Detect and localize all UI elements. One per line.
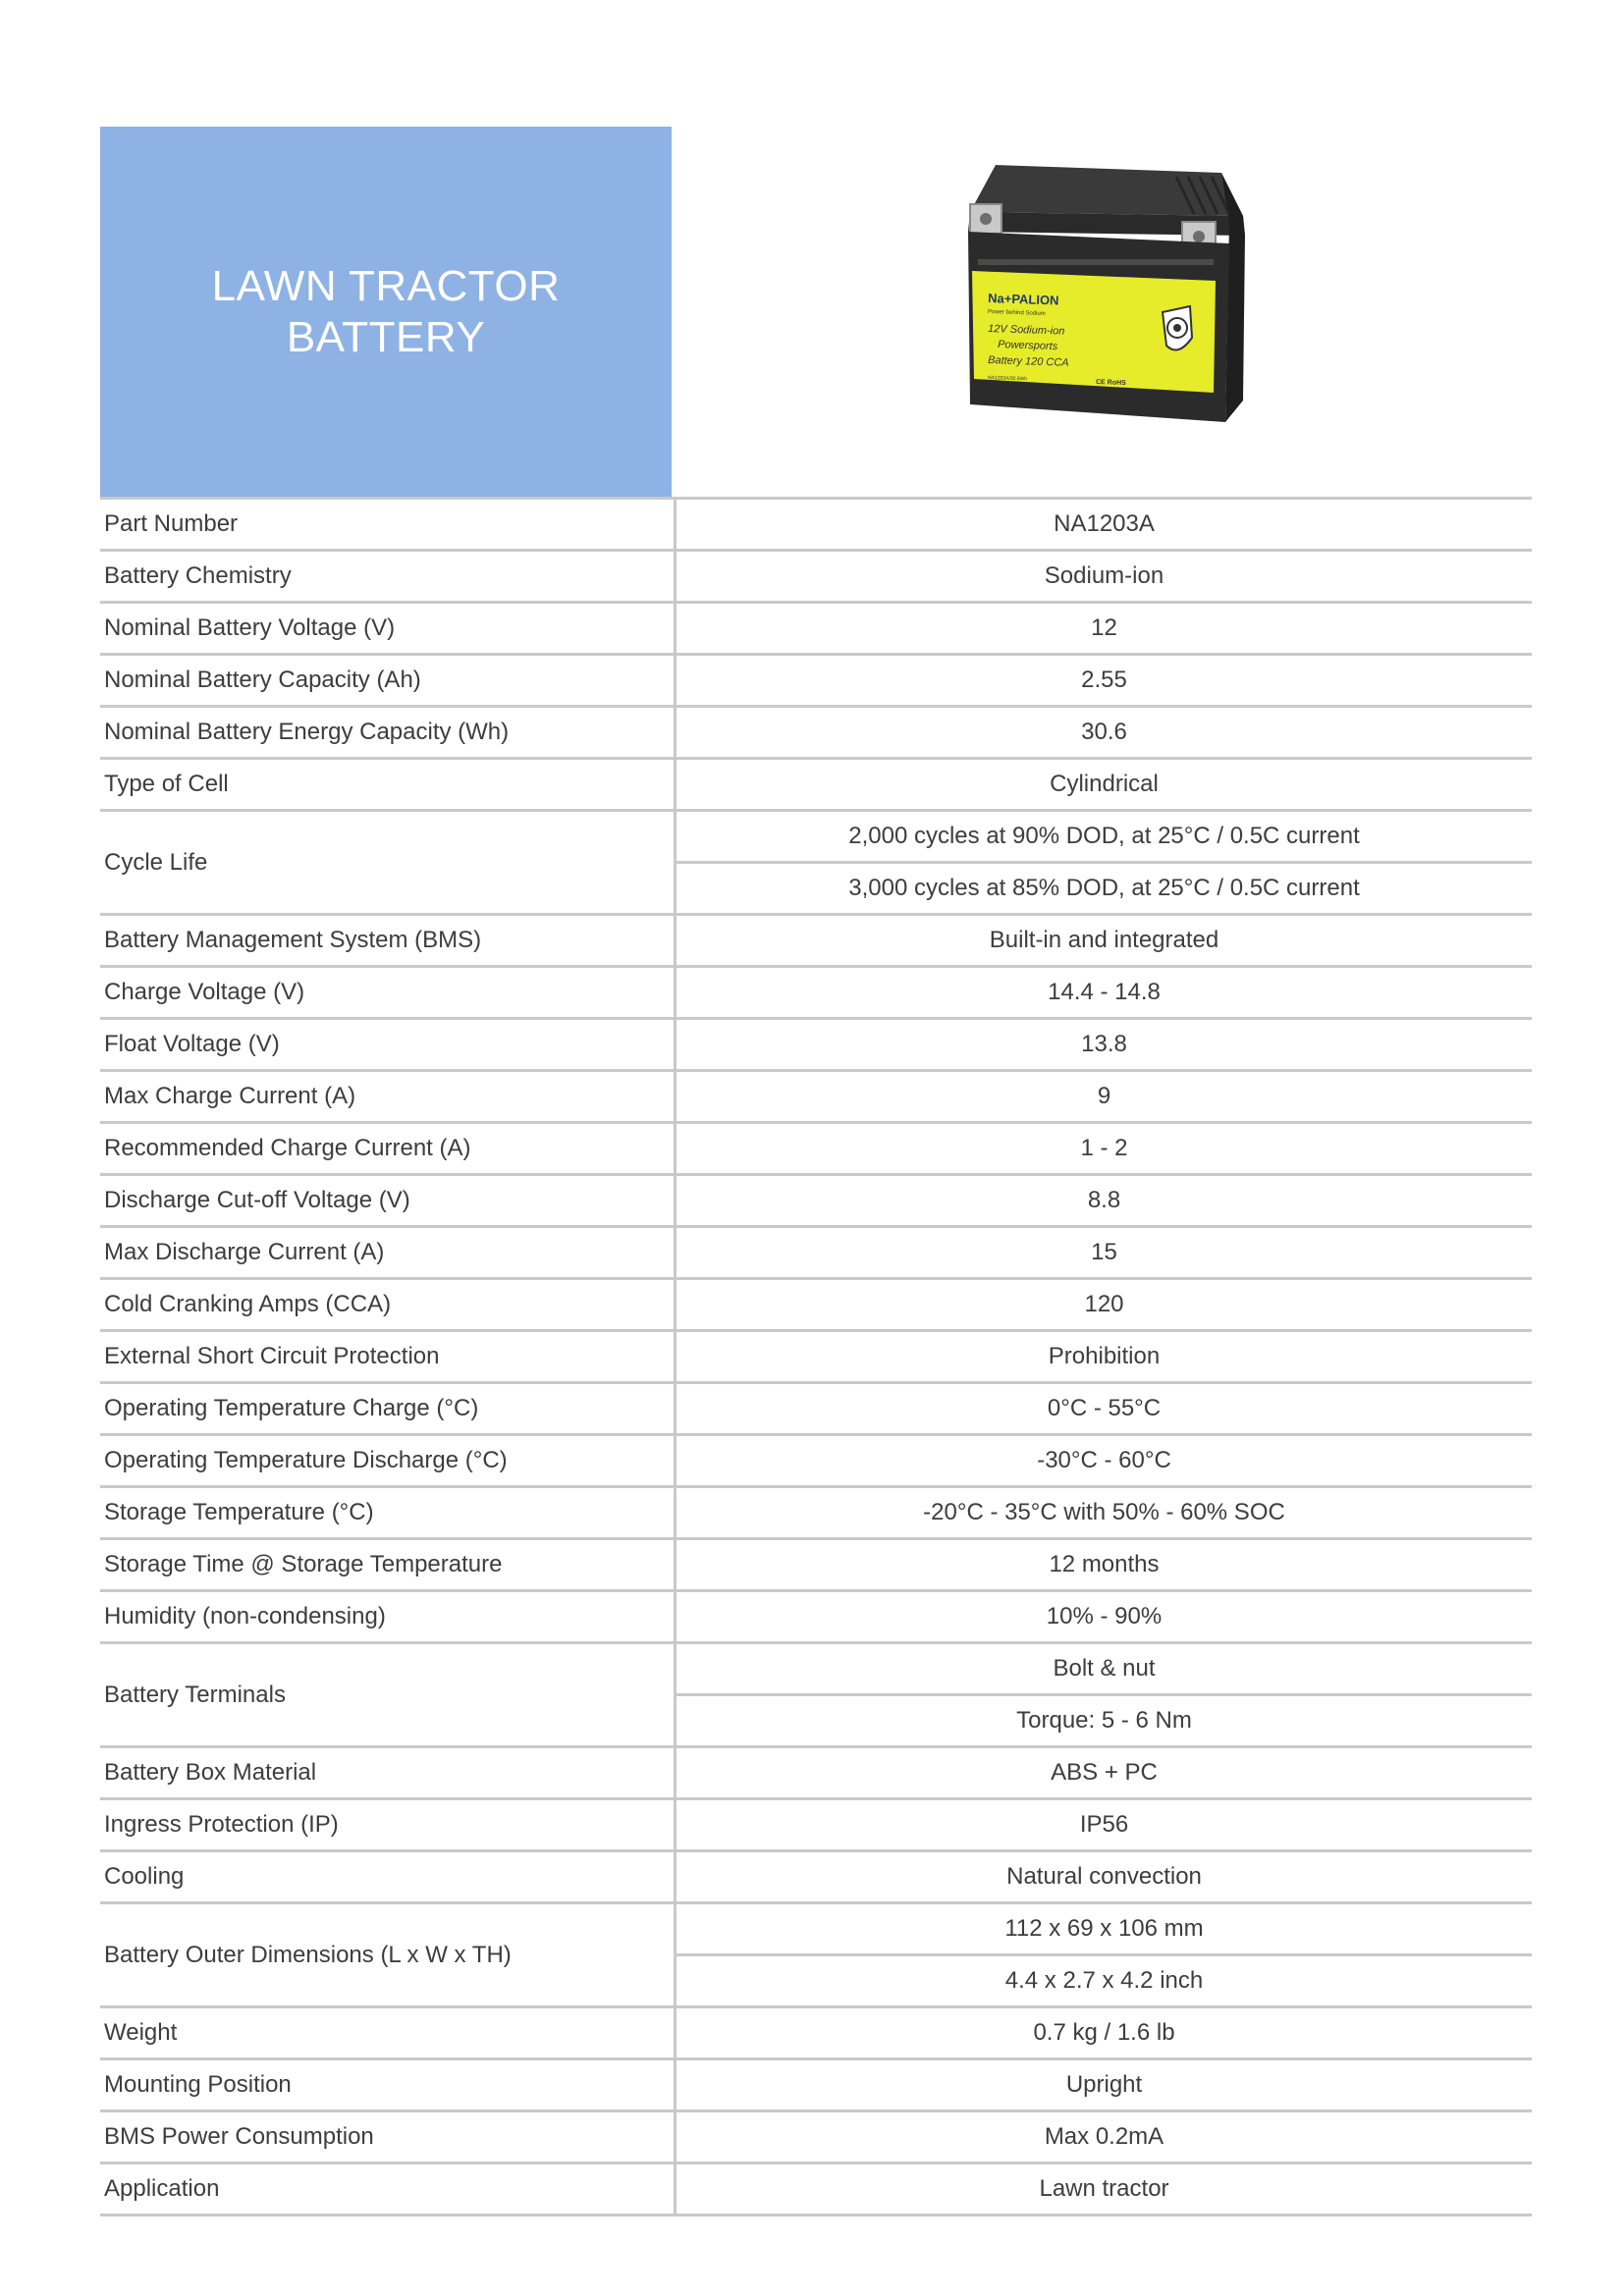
- spec-value: 10% - 90%: [676, 1591, 1533, 1643]
- spec-value: 9: [676, 1071, 1533, 1123]
- table-row: [100, 1539, 1532, 1591]
- spec-value: IP56: [676, 1799, 1533, 1851]
- table-row: [100, 499, 1532, 551]
- spec-table: [100, 497, 1532, 2216]
- spec-label: Nominal Battery Capacity (Ah): [100, 655, 676, 707]
- label-line-3: Battery 120 CCA: [987, 354, 1069, 369]
- spec-label: BMS Power Consumption: [100, 2111, 676, 2163]
- spec-label: Max Charge Current (A): [100, 1071, 676, 1123]
- spec-value: Built-in and integrated: [676, 915, 1533, 967]
- spec-value: Natural convection: [676, 1851, 1533, 1903]
- spec-label: Part Number: [100, 499, 676, 551]
- spec-label: Discharge Cut-off Voltage (V): [100, 1175, 676, 1227]
- page-title: [212, 261, 561, 363]
- spec-value: 3,000 cycles at 85% DOD, at 25°C / 0.5C current: [676, 863, 1533, 915]
- spec-value: 1 - 2: [676, 1123, 1533, 1175]
- spec-label: Storage Temperature (°C): [100, 1487, 676, 1539]
- spec-value: 30.6: [676, 707, 1533, 759]
- table-row: [100, 1643, 1532, 1695]
- spec-label: Battery Terminals: [100, 1643, 676, 1747]
- label-line-2: Powersports: [997, 339, 1058, 353]
- spec-value: ABS + PC: [676, 1747, 1533, 1799]
- spec-value: Prohibition: [676, 1331, 1533, 1383]
- spec-label: Nominal Battery Voltage (V): [100, 603, 676, 655]
- spec-value: 2.55: [676, 655, 1533, 707]
- negative-terminal-icon: [970, 204, 1001, 234]
- spec-label: Cold Cranking Amps (CCA): [100, 1279, 676, 1331]
- spec-value: Cylindrical: [676, 759, 1533, 811]
- spec-value: 8.8: [676, 1175, 1533, 1227]
- spec-label: Weight: [100, 2007, 676, 2059]
- table-row: [100, 1799, 1532, 1851]
- spec-value: 15: [676, 1227, 1533, 1279]
- spec-value: Bolt & nut: [676, 1643, 1533, 1695]
- table-row: [100, 1383, 1532, 1435]
- table-row: [100, 1279, 1532, 1331]
- spec-label: Cooling: [100, 1851, 676, 1903]
- spec-label: Battery Management System (BMS): [100, 915, 676, 967]
- spec-value: -30°C - 60°C: [676, 1435, 1533, 1487]
- spec-label: Type of Cell: [100, 759, 676, 811]
- spec-value: -20°C - 35°C with 50% - 60% SOC: [676, 1487, 1533, 1539]
- spec-label: Float Voltage (V): [100, 1019, 676, 1071]
- table-row: [100, 1487, 1532, 1539]
- table-row: [100, 811, 1532, 863]
- table-row: [100, 603, 1532, 655]
- spec-value: Lawn tractor: [676, 2163, 1533, 2216]
- title-line-2: BATTERY: [286, 312, 486, 361]
- table-row: [100, 1019, 1532, 1071]
- table-row: [100, 2007, 1532, 2059]
- battery-product-image: [948, 165, 1261, 459]
- table-row: [100, 967, 1532, 1019]
- table-row: [100, 2059, 1532, 2111]
- title-line-1: LAWN TRACTOR: [211, 261, 561, 310]
- spec-label: Operating Temperature Charge (°C): [100, 1383, 676, 1435]
- table-row: [100, 2111, 1532, 2163]
- spec-value: 112 x 69 x 106 mm: [676, 1903, 1533, 1955]
- label-tagline: Power behind Sodium: [987, 309, 1046, 318]
- label-model: NA1203A/30.6Wh: [987, 375, 1028, 383]
- spec-value: 12: [676, 603, 1533, 655]
- spec-table-body: [100, 499, 1532, 2216]
- spec-value: 120: [676, 1279, 1533, 1331]
- spec-value: 12 months: [676, 1539, 1533, 1591]
- lion-shield-icon: [1163, 306, 1192, 350]
- table-row: [100, 1227, 1532, 1279]
- table-row: [100, 1747, 1532, 1799]
- spec-label: External Short Circuit Protection: [100, 1331, 676, 1383]
- label-line-1: 12V Sodium-ion: [987, 323, 1065, 338]
- spec-label: Battery Outer Dimensions (L x W x TH): [100, 1903, 676, 2007]
- spec-label: Storage Time @ Storage Temperature: [100, 1539, 676, 1591]
- spec-label: Battery Box Material: [100, 1747, 676, 1799]
- spec-value: 0.7 kg / 1.6 lb: [676, 2007, 1533, 2059]
- spec-value: NA1203A: [676, 499, 1533, 551]
- spec-value: 4.4 x 2.7 x 4.2 inch: [676, 1955, 1533, 2007]
- label-brand: Na+PALION: [987, 291, 1059, 308]
- spec-label: Operating Temperature Discharge (°C): [100, 1435, 676, 1487]
- table-row: [100, 655, 1532, 707]
- spec-label: Charge Voltage (V): [100, 967, 676, 1019]
- spec-value: Max 0.2mA: [676, 2111, 1533, 2163]
- table-row: [100, 1903, 1532, 1955]
- table-row: [100, 1435, 1532, 1487]
- title-banner: [100, 127, 672, 497]
- spec-label: Humidity (non-condensing): [100, 1591, 676, 1643]
- spec-value: 14.4 - 14.8: [676, 967, 1533, 1019]
- spec-label: Mounting Position: [100, 2059, 676, 2111]
- spec-label: Nominal Battery Energy Capacity (Wh): [100, 707, 676, 759]
- spec-label: Recommended Charge Current (A): [100, 1123, 676, 1175]
- spec-value: 2,000 cycles at 90% DOD, at 25°C / 0.5C current: [676, 811, 1533, 863]
- table-row: [100, 1123, 1532, 1175]
- table-row: [100, 1175, 1532, 1227]
- spec-label: Ingress Protection (IP): [100, 1799, 676, 1851]
- spec-value: 13.8: [676, 1019, 1533, 1071]
- table-row: [100, 1071, 1532, 1123]
- table-row: [100, 1591, 1532, 1643]
- spec-label: Battery Chemistry: [100, 551, 676, 603]
- spec-value: 0°C - 55°C: [676, 1383, 1533, 1435]
- table-row: [100, 1331, 1532, 1383]
- spec-label: Cycle Life: [100, 811, 676, 915]
- spec-value: Sodium-ion: [676, 551, 1533, 603]
- spec-label: Max Discharge Current (A): [100, 1227, 676, 1279]
- label-cert-marks: CE RoHS: [1095, 379, 1126, 388]
- spec-label: Application: [100, 2163, 676, 2216]
- table-row: [100, 915, 1532, 967]
- table-row: [100, 759, 1532, 811]
- spec-value: Torque: 5 - 6 Nm: [676, 1695, 1533, 1747]
- table-row: [100, 2163, 1532, 2216]
- table-row: [100, 707, 1532, 759]
- spec-value: Upright: [676, 2059, 1533, 2111]
- table-row: [100, 1851, 1532, 1903]
- table-row: [100, 551, 1532, 603]
